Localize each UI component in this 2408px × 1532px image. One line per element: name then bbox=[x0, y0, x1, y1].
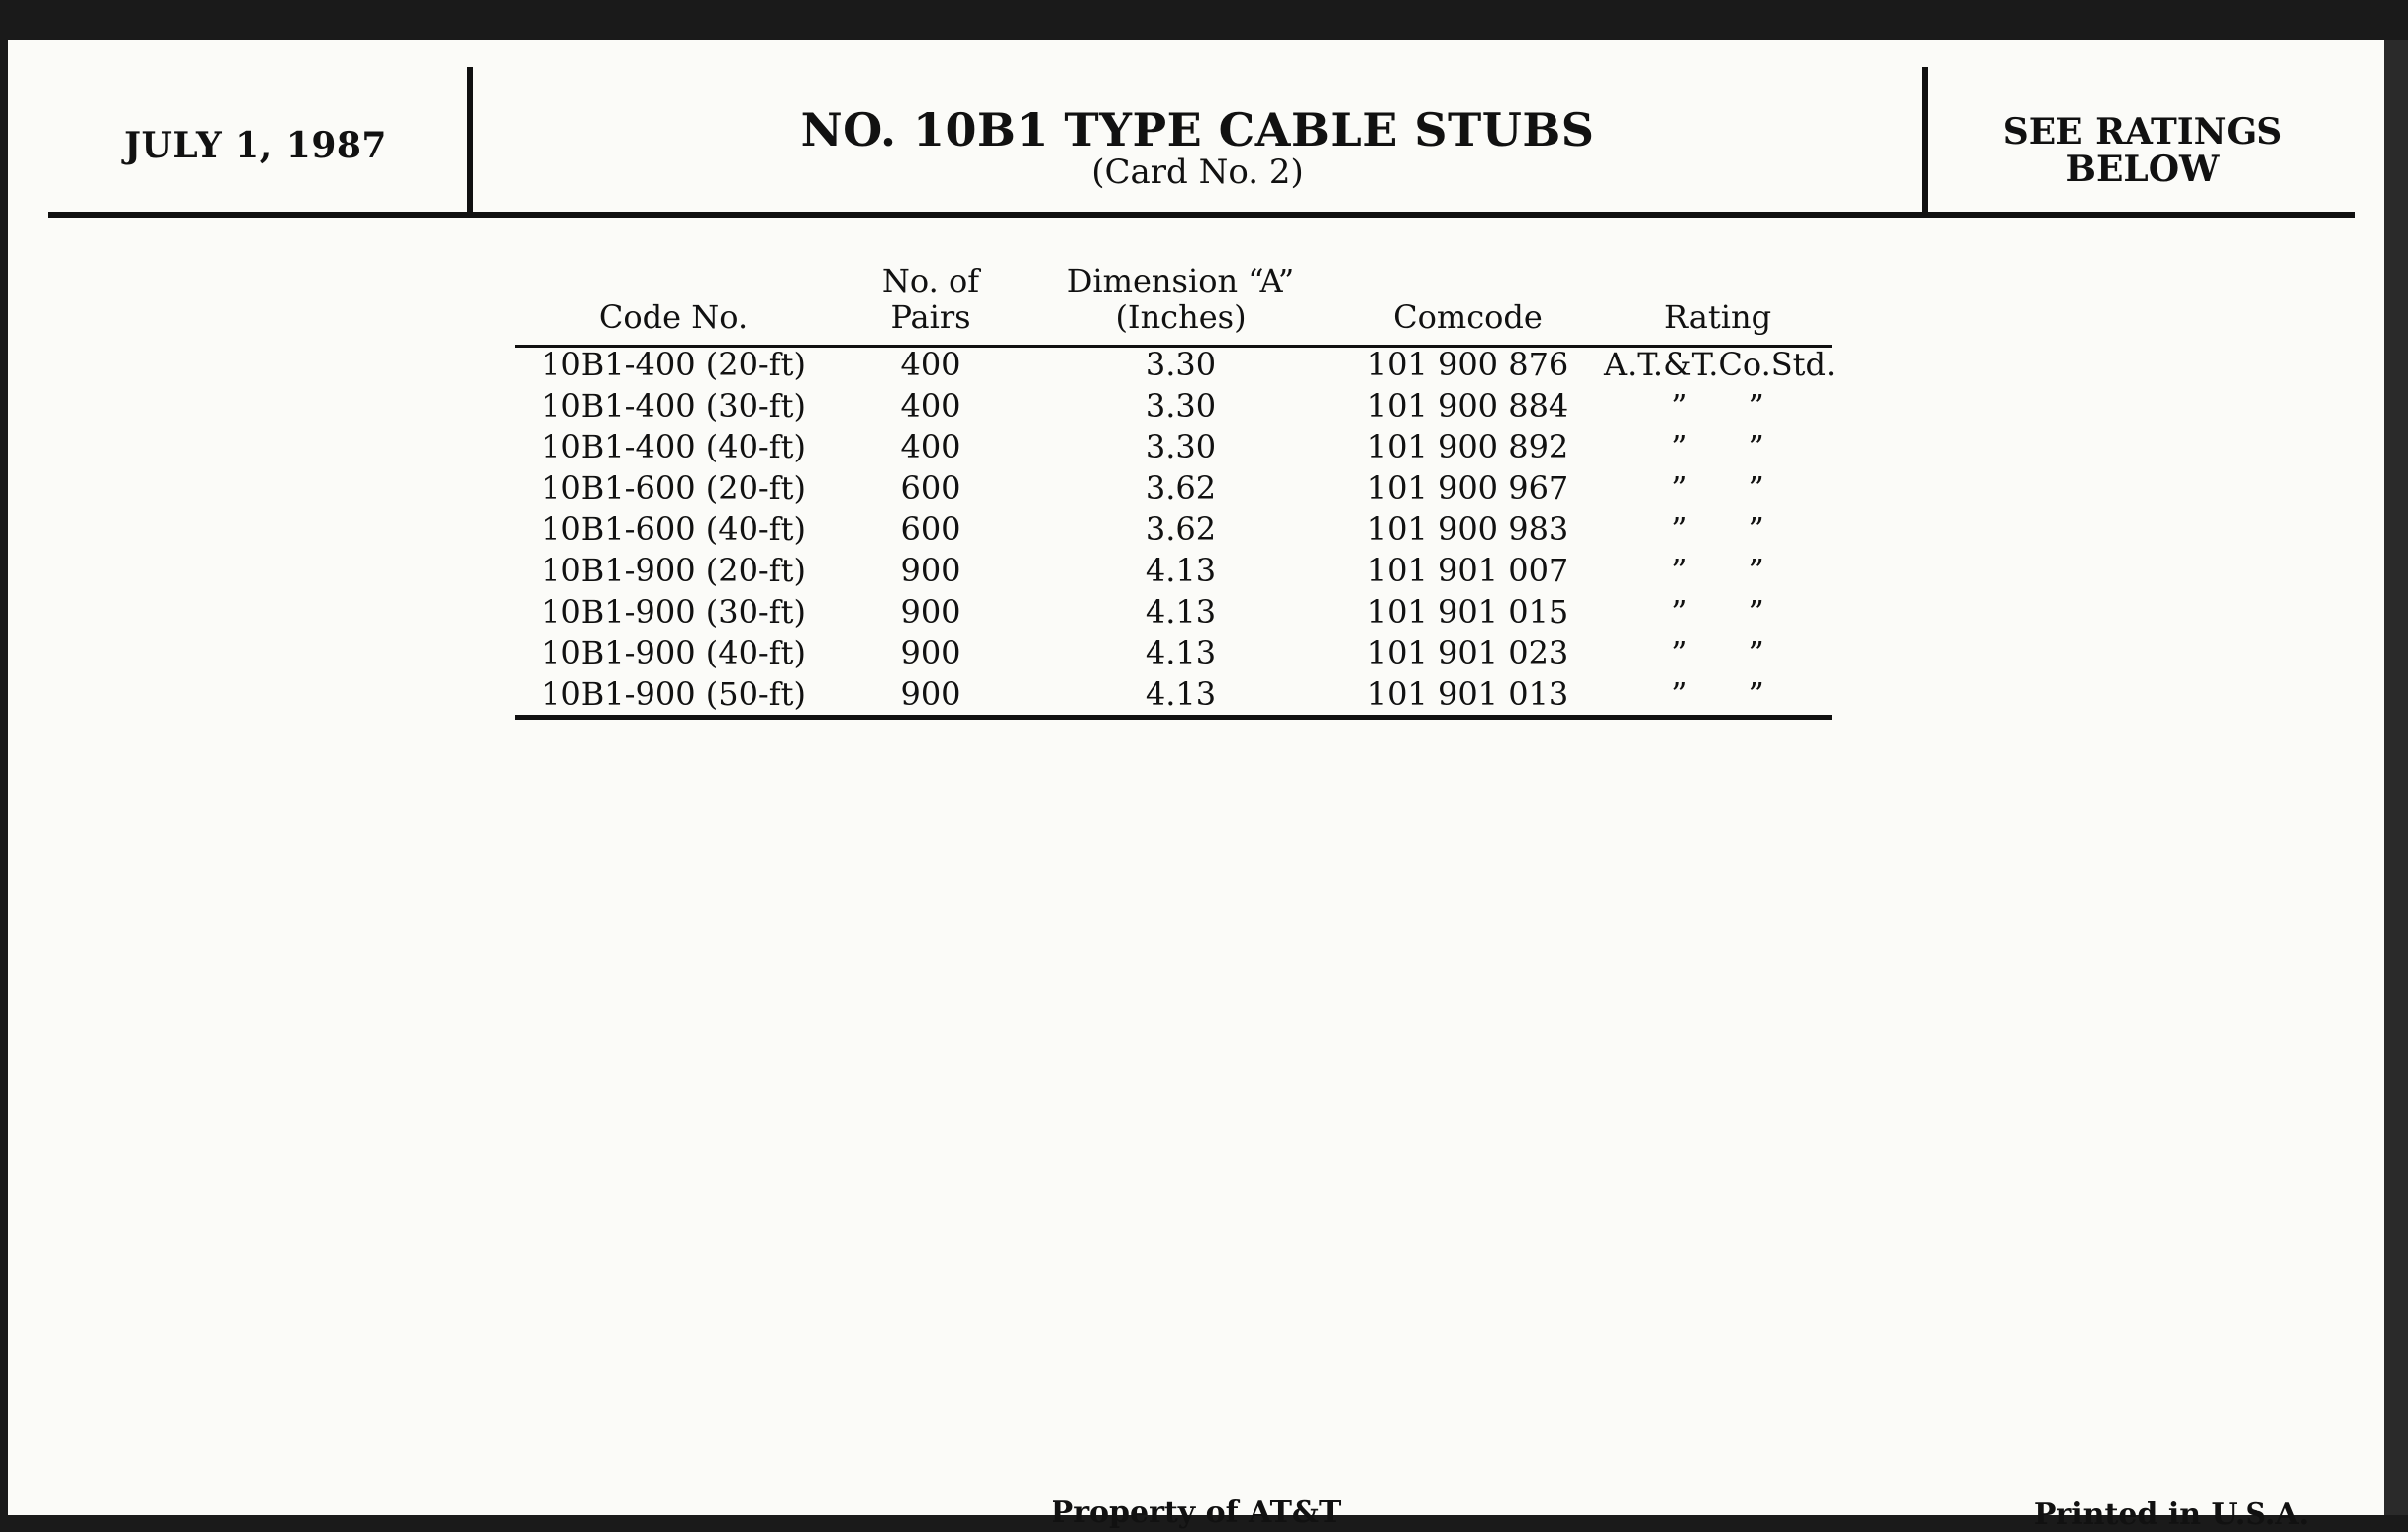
cell-comcode: 101 901 015 bbox=[1366, 592, 1569, 631]
col-header-dimension-line2: (Inches) bbox=[1115, 298, 1247, 336]
cell-code: 10B1-400 (30-ft) bbox=[541, 386, 806, 425]
page-title: NO. 10B1 TYPE CABLE STUBS bbox=[800, 103, 1595, 156]
cable-stub-table bbox=[515, 218, 1837, 715]
cell-code: 10B1-900 (30-ft) bbox=[541, 592, 806, 631]
cell-comcode: 101 900 967 bbox=[1366, 468, 1569, 507]
cell-code: 10B1-400 (20-ft) bbox=[541, 346, 806, 383]
cell-rating: ” ” bbox=[1671, 674, 1764, 713]
cell-rating: ” ” bbox=[1671, 468, 1764, 507]
cell-pairs: 600 bbox=[900, 510, 961, 549]
cell-dimension: 4.13 bbox=[1145, 674, 1217, 713]
cell-code: 10B1-600 (20-ft) bbox=[541, 468, 806, 507]
cell-comcode: 101 901 007 bbox=[1366, 551, 1569, 589]
table-row bbox=[515, 674, 1832, 716]
property-notice: Property of AT&T bbox=[1051, 1495, 1342, 1530]
cell-code: 10B1-900 (50-ft) bbox=[541, 674, 806, 713]
cell-dimension: 3.30 bbox=[1145, 386, 1217, 425]
ratings-note-line2: BELOW bbox=[2065, 149, 2220, 190]
col-header-pairs-line1: No. of bbox=[881, 262, 980, 300]
table-row bbox=[515, 468, 1832, 510]
cell-rating: ” ” bbox=[1671, 592, 1764, 631]
col-header-pairs-line2: Pairs bbox=[890, 298, 971, 336]
table-bottom-rule bbox=[515, 715, 1832, 720]
col-header-code: Code No. bbox=[598, 298, 749, 336]
table-header bbox=[515, 218, 1832, 345]
col-header-pairs bbox=[832, 263, 1030, 335]
printed-notice: Printed in U.S.A. bbox=[2033, 1497, 2310, 1532]
table-row bbox=[515, 509, 1832, 551]
cell-pairs: 900 bbox=[900, 634, 961, 672]
cell-dimension: 4.13 bbox=[1145, 634, 1217, 672]
table-row bbox=[515, 345, 1837, 386]
cell-dimension: 3.62 bbox=[1145, 468, 1217, 507]
cell-code: 10B1-900 (40-ft) bbox=[541, 634, 806, 672]
col-header-rating: Rating bbox=[1663, 298, 1772, 336]
cell-rating: ” ” bbox=[1671, 428, 1764, 466]
cell-comcode: 101 901 013 bbox=[1366, 674, 1569, 713]
cell-code: 10B1-900 (20-ft) bbox=[541, 551, 806, 589]
table-body bbox=[515, 345, 1837, 715]
cell-code: 10B1-600 (40-ft) bbox=[541, 510, 806, 549]
table-row bbox=[515, 386, 1832, 428]
cell-dimension: 3.30 bbox=[1145, 428, 1217, 466]
cell-rating: ” ” bbox=[1671, 551, 1764, 589]
cell-dimension: 4.13 bbox=[1145, 551, 1217, 589]
cell-rating: ” ” bbox=[1671, 634, 1764, 672]
cell-comcode: 101 900 884 bbox=[1366, 386, 1569, 425]
scan-edge bbox=[2384, 40, 2408, 1515]
cell-rating: ” ” bbox=[1671, 510, 1764, 549]
cell-dimension: 3.62 bbox=[1145, 510, 1217, 549]
document-card bbox=[8, 40, 2384, 1532]
cell-pairs: 400 bbox=[900, 428, 961, 466]
col-header-comcode: Comcode bbox=[1393, 298, 1543, 336]
cell-comcode: 101 901 023 bbox=[1366, 634, 1569, 672]
table-row bbox=[515, 551, 1832, 592]
cell-pairs: 400 bbox=[900, 346, 961, 383]
table-row bbox=[515, 427, 1832, 468]
cell-pairs: 900 bbox=[900, 592, 961, 631]
table-row bbox=[515, 633, 1832, 674]
cell-dimension: 4.13 bbox=[1145, 592, 1217, 631]
issue-date: JULY 1, 1987 bbox=[124, 125, 387, 166]
ratings-note-line1: SEE RATINGS bbox=[2002, 111, 2283, 153]
cell-code: 10B1-400 (40-ft) bbox=[541, 428, 806, 466]
cell-comcode: 101 900 892 bbox=[1366, 428, 1569, 466]
cell-pairs: 900 bbox=[900, 674, 961, 713]
cell-pairs: 900 bbox=[900, 551, 961, 589]
cell-comcode: 101 900 983 bbox=[1366, 510, 1569, 549]
col-header-dimension bbox=[1030, 263, 1332, 335]
cell-dimension: 3.30 bbox=[1145, 346, 1217, 383]
cell-pairs: 600 bbox=[900, 468, 961, 507]
col-header-dimension-line1: Dimension “A” bbox=[1066, 262, 1295, 300]
cell-rating: A.T.&T.Co.Std. bbox=[1604, 346, 1837, 383]
table-row bbox=[515, 592, 1832, 634]
card-number: (Card No. 2) bbox=[1091, 153, 1304, 192]
cell-pairs: 400 bbox=[900, 386, 961, 425]
cell-rating: ” ” bbox=[1671, 386, 1764, 425]
cell-comcode: 101 900 876 bbox=[1366, 346, 1569, 383]
ratings-note bbox=[1928, 113, 2358, 188]
